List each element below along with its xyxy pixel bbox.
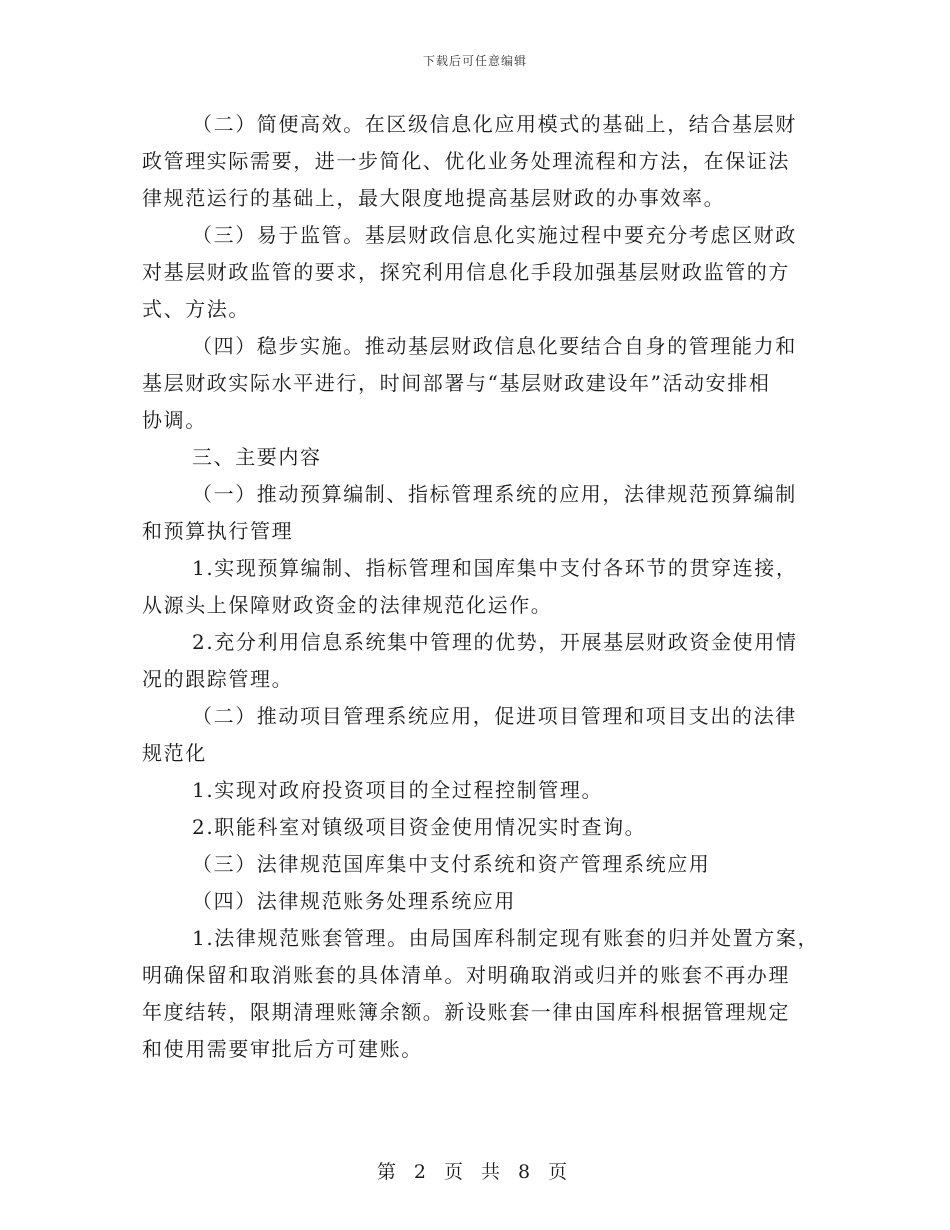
paragraph-line: 和使用需要审批后方可建账。	[142, 1037, 423, 1061]
paragraph-line: （三）易于监管。基层财政信息化实施过程中要充分考虑区财政	[192, 223, 797, 247]
paragraph-line: 基层财政实际水平进行，时间部署与“基层财政建设年”活动安排相	[142, 371, 771, 395]
paragraph-line: （二）简便高效。在区级信息化应用模式的基础上，结合基层财	[192, 112, 797, 136]
paragraph-line: （四）稳步实施。推动基层财政信息化要结合自身的管理能力和	[192, 334, 797, 358]
paragraph-line: 2.职能科室对镇级项目资金使用情况实时查询。	[192, 815, 647, 839]
paragraph-line: 规范化	[142, 741, 207, 765]
paragraph-line: 2.充分利用信息系统集中管理的优势，开展基层财政资金使用情	[192, 630, 798, 654]
page-number: 第 2 页 共 8 页	[376, 1161, 574, 1183]
paragraph-line: 从源头上保障财政资金的法律规范化运作。	[142, 593, 553, 617]
paragraph-line: 律规范运行的基础上，最大限度地提高基层财政的办事效率。	[142, 186, 726, 210]
paragraph-line: （三）法律规范国库集中支付系统和资产管理系统应用	[192, 852, 711, 876]
paragraph-line: 1.实现对政府投资项目的全过程控制管理。	[192, 778, 604, 802]
paragraph-line: 式、方法。	[142, 297, 250, 321]
paragraph-line: 对基层财政监管的要求，探究利用信息化手段加强基层财政监管的方	[142, 260, 790, 284]
page-header: 下载后可任意编辑	[422, 54, 527, 68]
paragraph-line: 明确保留和取消账套的具体清单。对明确取消或归并的账套不再办理	[142, 963, 790, 987]
paragraph-line: 和预算执行管理	[142, 519, 294, 543]
paragraph-line: 1.实现预算编制、指标管理和国库集中支付各环节的贯穿连接，	[192, 556, 798, 580]
paragraph-line: 协调。	[142, 408, 207, 432]
paragraph-line: （一）推动预算编制、指标管理系统的应用，法律规范预算编制	[192, 482, 797, 506]
paragraph-line: （四）法律规范账务处理系统应用	[192, 889, 516, 913]
paragraph-line: 政管理实际需要，进一步简化、优化业务处理流程和方法，在保证法	[142, 149, 790, 173]
section-heading: 三、主要内容	[192, 445, 322, 469]
paragraph-line: （二）推动项目管理系统应用，促进项目管理和项目支出的法律	[192, 704, 797, 728]
paragraph-line: 1.法律规范账套管理。由局国库科制定现有账套的归并处置方案，	[192, 926, 820, 950]
paragraph-line: 况的跟踪管理。	[142, 667, 294, 691]
document-body	[142, 106, 822, 1068]
paragraph-line: 年度结转，限期清理账簿余额。新设账套一律由国库科根据管理规定	[142, 1000, 790, 1024]
